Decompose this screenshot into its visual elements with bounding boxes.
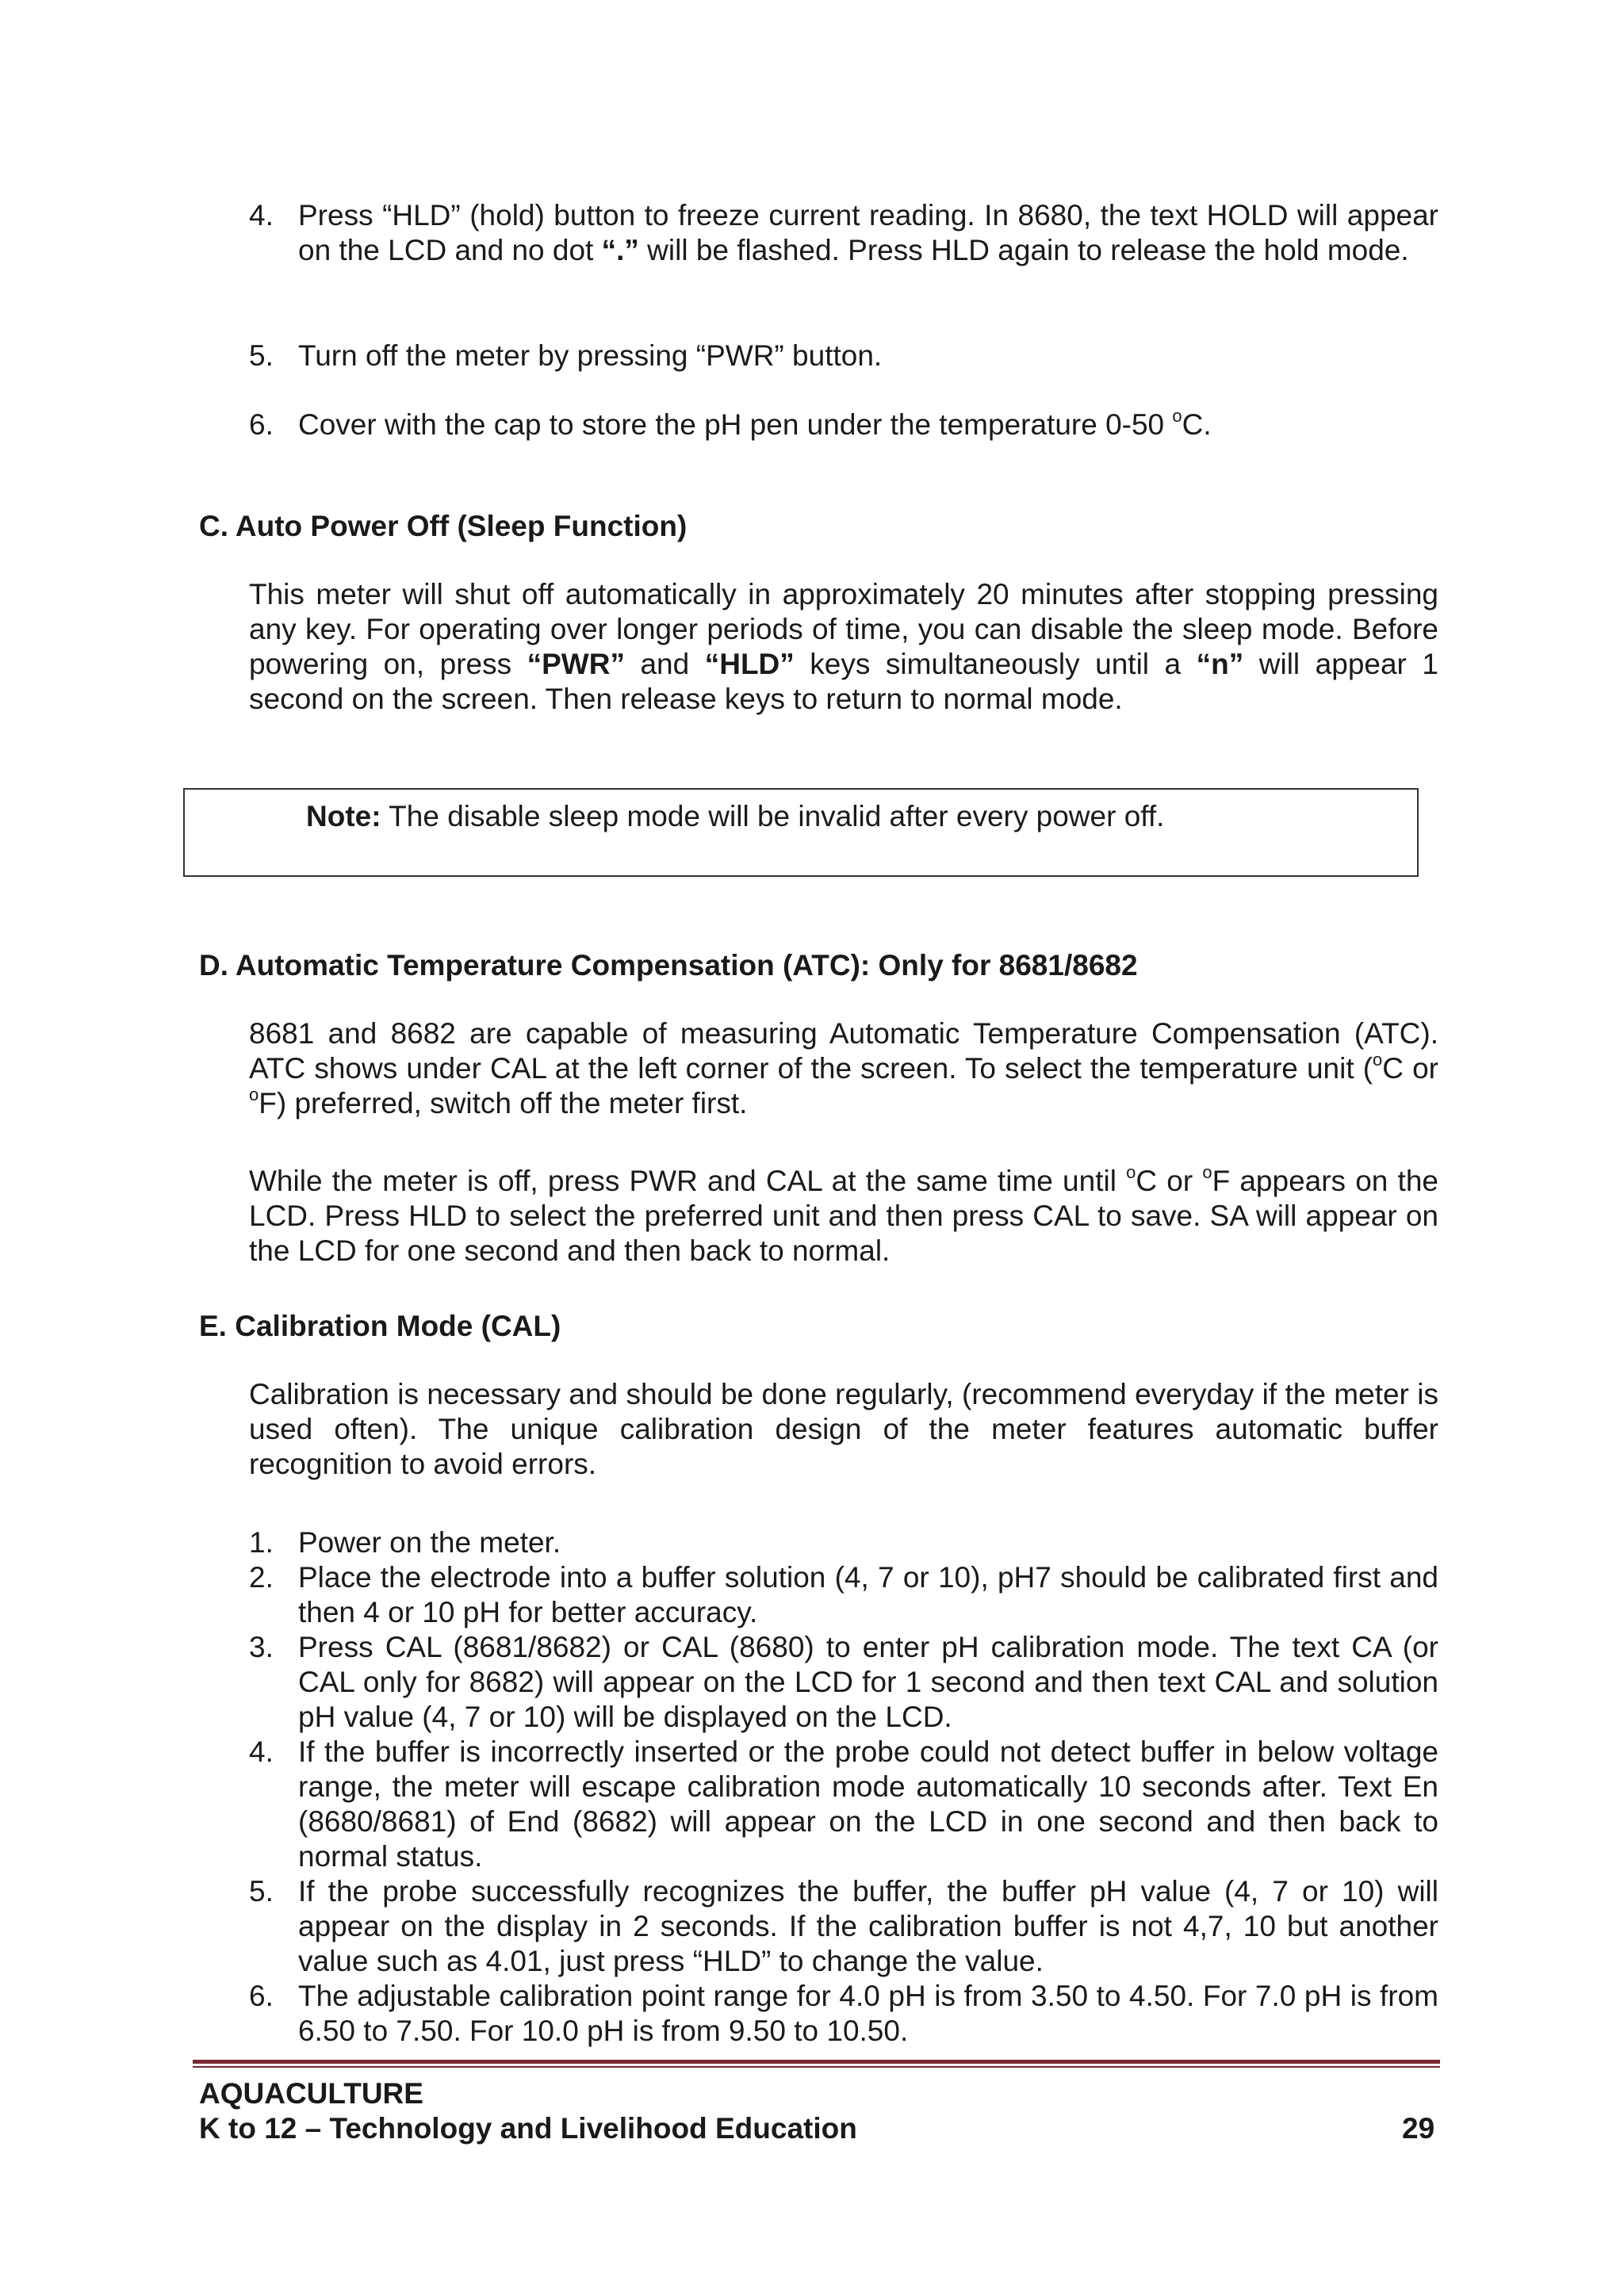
list-item	[249, 339, 1438, 373]
section-d-paragraph-2: While the meter is off, press PWR and CAL at the same time until $^o$C or $^o$F appears on the LCD. Press HLD to select the preferred unit and then press CAL to save. SA will appear on the LCD for one second and then back to normal.	[249, 1162, 1438, 1267]
list-item	[249, 1874, 1438, 1979]
list-number: 5.	[249, 339, 274, 372]
list-number: 3.	[249, 1631, 274, 1663]
footer-course: K to 12 – Technology and Livelihood Education	[199, 2112, 857, 2145]
list-text: The adjustable calibration point range for 4.0 pH is from 3.50 to 4.50. For 7.0 pH is from 6.50 to 7.50. For 10.0 pH is from 9.50 to 10.50.	[298, 1980, 1438, 2047]
list-text: Cover with the cap to store the pH pen under the temperature 0-50 $^o$C.	[298, 406, 1212, 441]
list-text: Place the electrode into a buffer solution (4, 7 or 10), pH7 should be calibrated first and then 4 or 10 pH for better accuracy.	[298, 1561, 1438, 1628]
section-e-intro: Calibration is necessary and should be done regularly, (recommend everyday if the meter is used often). The unique calibration design of the meter features automatic buffer recognition to avoid errors.	[249, 1378, 1438, 1480]
list-text: If the probe successfully recognizes the buffer, the buffer pH value (4, 7 or 10) will appear on the display in 2 seconds. If the calibration buffer is not 4,7, 10 but another value such as 4.01, just press “HLD” to change the value.	[298, 1875, 1438, 1977]
section-heading-d: D. Automatic Temperature Compensation (ATC): Only for 8681/8682	[199, 949, 1138, 982]
list-text: Power on the meter.	[298, 1526, 561, 1559]
footer-rule-thin	[193, 2066, 1440, 2068]
note-label: Note:	[306, 800, 381, 832]
note-box	[183, 788, 1419, 877]
list-item	[249, 408, 1438, 442]
list-text: If the buffer is incorrectly inserted or the probe could not detect buffer in below voltage range, the meter will escape calibration mode automatically 10 seconds after. Text En (8680/8681) of End (8682) will appear on the LCD in one second and then back to normal status.	[298, 1735, 1438, 1873]
list-text: Press CAL (8681/8682) or CAL (8680) to enter pH calibration mode. The text CA (or CAL only for 8682) will appear on the LCD for 1 second and then text CAL and solution pH value (4, 7 or 10) will be displayed on the LCD.	[298, 1631, 1438, 1733]
list-number: 4.	[249, 1735, 274, 1768]
footer-rule-thick	[193, 2060, 1440, 2064]
list-item	[249, 1560, 1438, 1630]
section-c-paragraph: This meter will shut off automatically in approximately 20 minutes after stopping pressing any key. For operating over longer periods of time, you can disable the sleep mode. Before powering on, press “PWR” and “HLD” keys simultaneously until a “n” will appear 1 second on the screen. Then release keys to return to normal mode.	[249, 578, 1438, 715]
section-heading-e: E. Calibration Mode (CAL)	[199, 1310, 561, 1342]
list-item	[249, 1630, 1438, 1735]
list-number: 4.	[249, 199, 274, 232]
list-item	[249, 1735, 1438, 1874]
section-d-paragraph-1: 8681 and 8682 are capable of measuring Automatic Temperature Compensation (ATC). ATC shows under CAL at the left corner of the screen. To select the temperature unit ($^o$C or $^o$F) preferred, switch off the meter first.	[249, 1017, 1438, 1119]
list-item	[249, 1525, 1438, 1560]
list-number: 1.	[249, 1526, 274, 1559]
list-item	[249, 198, 1438, 303]
page-number: 29	[1402, 2112, 1435, 2145]
footer-subject: AQUACULTURE	[199, 2077, 423, 2110]
section-heading-c: C. Auto Power Off (Sleep Function)	[199, 510, 688, 542]
list-number: 5.	[249, 1875, 274, 1908]
list-text: Turn off the meter by pressing “PWR” button.	[298, 339, 883, 372]
list-item	[249, 1979, 1438, 2049]
list-number: 6.	[249, 408, 274, 441]
list-text: Press “HLD” (hold) button to freeze current reading. In 8680, the text HOLD will appear on the LCD and no dot “.” will be flashed. Press HLD again to release the hold mode.	[298, 199, 1438, 266]
list-number: 6.	[249, 1980, 274, 2012]
note-text: Note: The disable sleep mode will be invalid after every power off.	[306, 800, 1165, 832]
list-number: 2.	[249, 1561, 274, 1594]
